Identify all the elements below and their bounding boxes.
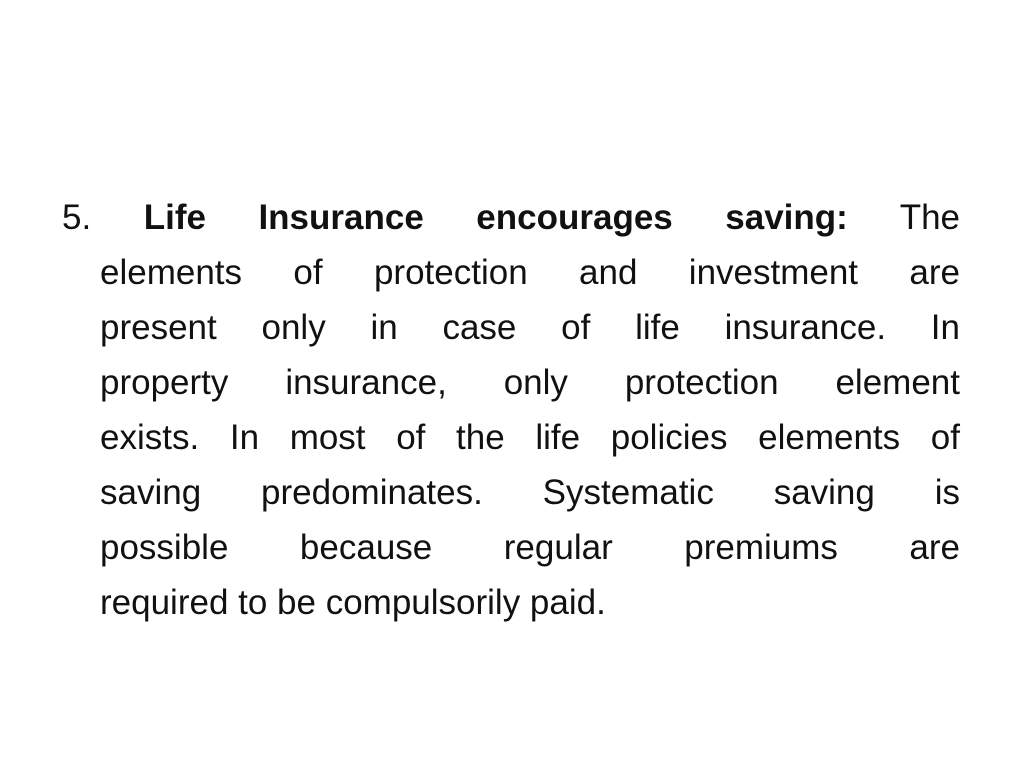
paragraph-line-5: exists. In most of the life policies elements of bbox=[100, 418, 960, 457]
item-heading: Life Insurance encourages saving: bbox=[143, 198, 848, 237]
paragraph-line-7: possible because regular premiums are bbox=[100, 528, 960, 567]
paragraph-text-start: The bbox=[899, 198, 960, 237]
paragraph-line-2: elements of protection and investment are bbox=[100, 253, 960, 292]
paragraph-line-6: saving predominates. Systematic saving is bbox=[100, 473, 960, 512]
paragraph-line-3: present only in case of life insurance. In bbox=[100, 308, 960, 347]
paragraph-line-1 bbox=[62, 190, 960, 245]
item-number: 5. bbox=[62, 198, 92, 237]
paragraph-line-4: property insurance, only protection element bbox=[100, 363, 960, 402]
paragraph-line-8: required to be compulsorily paid. bbox=[100, 583, 606, 622]
list-item-5 bbox=[62, 190, 960, 630]
